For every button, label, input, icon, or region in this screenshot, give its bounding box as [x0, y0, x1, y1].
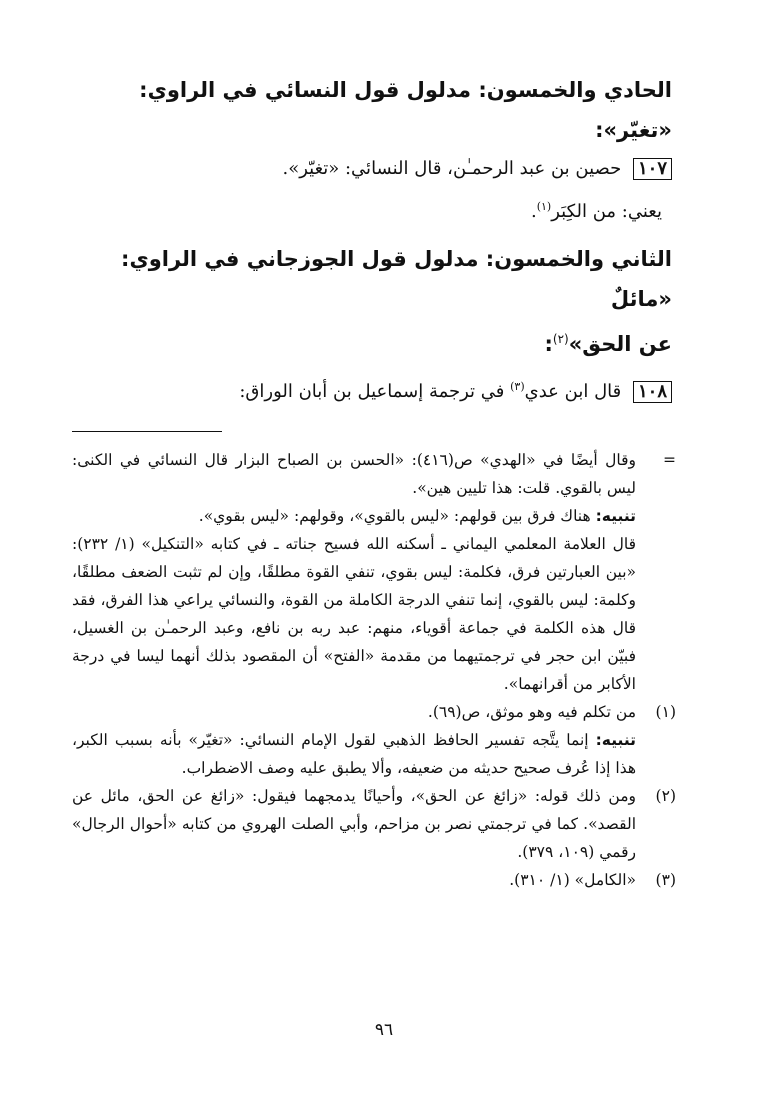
punctuation: : — [544, 332, 553, 356]
footnote-ref: (٣) — [510, 380, 525, 393]
heading-text: الحادي والخمسون: مدلول قول النسائي في الراوي: «تغيّر»: — [139, 78, 672, 142]
note-label: تنبيه: — [595, 731, 636, 749]
footnote-mark: (٣) — [655, 871, 676, 889]
entry-107 — [72, 150, 672, 188]
footnote-text: من تكلم فيه وهو موثق، ص(٦٩). — [427, 703, 636, 721]
footnote-ref: (١) — [536, 200, 552, 213]
footnote-text: إنما يتَّجه تفسير الحافظ الذهبي لقول الإمام النسائي: «تغيّر» بأنه بسبب الكبر، هذا إذا عُرف صحيح حديثه من ضعيفه، وألا يطبق عليه وصف الاضطراب. — [72, 731, 636, 777]
page-number: ٩٦ — [374, 1020, 394, 1040]
footnote-continuation — [72, 446, 676, 502]
heading-text: عن الحق» — [568, 332, 672, 356]
footnote-2 — [72, 782, 676, 866]
footnote-1 — [72, 698, 676, 726]
footnote-mark: (١) — [655, 703, 676, 721]
footnote-text: هناك فرق بين قولهم: «ليس بالقوي»، وقولهم: «ليس بقوي». — [198, 507, 596, 525]
entry-text: يعني: من الكِبَر — [551, 201, 662, 222]
footnote-mark: = — [663, 451, 676, 469]
footnote-separator — [72, 431, 222, 432]
footnote-3 — [72, 866, 676, 894]
entry-107-note — [72, 188, 672, 231]
footnote-text: قال العلامة المعلمي اليماني ـ أسكنه الله فسيح جناته ـ في كتابه «التنكيل» (١/ ٢٣٢): «بين العبارتين فرق، فكلمة: ليس بقوي، تنفي القوة مطلقًا، وإن لم تثبت الضعف مطلقًا، وكلمة: ليس بالقوي، إنما تنفي الدرجة الكاملة من القوة، والنسائي يراعي هذا الفرق، فقد قال هذه الكلمة في جماعة أقوياء، منهم: عبد ربه بن نافع، وعبد الرحمـٰن بن الغسيل، فبيّن ابن حجر في ترجمتيهما من مقدمة «الفتح» أن المقصود بذلك أنهما ليسا في درجة الأكابر من أقرانهما». — [72, 535, 636, 693]
entry-text: قال ابن عدي — [524, 381, 622, 402]
punctuation: . — [530, 201, 537, 222]
entry-number: ١٠٨ — [633, 381, 672, 403]
section-heading-52 — [72, 239, 672, 364]
footnote-text: ومن ذلك قوله: «زائغ عن الحق»، وأحيانًا يدمجهما فيقول: «زائغ عن الحق، مائل عن القصد». كما في ترجمتي نصر بن مزاحم، وأبي الصلت الهروي من كتابه «أحوال الرجال» رقمي (١٠٩، ٣٧٩). — [72, 787, 636, 861]
heading-text: الثاني والخمسون: مدلول قول الجوزجاني في الراوي: «مائلٌ — [121, 247, 672, 311]
footnote-text: وقال أيضًا في «الهدي» ص(٤١٦): «الحسن بن الصباح البزار قال النسائي في الكنى: ليس بالقوي. قلت: هذا تليين هين». — [72, 451, 636, 497]
footnote-ref: (٢) — [552, 332, 569, 346]
entry-number: ١٠٧ — [633, 158, 672, 180]
note-label: تنبيه: — [595, 507, 636, 525]
entry-text: حصين بن عبد الرحمـٰن، قال النسائي: «تغيّر». — [282, 158, 622, 179]
footnote-1-note — [72, 726, 672, 782]
entry-108 — [72, 368, 672, 411]
footnote-mark: (٢) — [655, 787, 676, 805]
footnote-continuation-note — [72, 502, 672, 530]
document-page — [72, 70, 676, 1102]
footnote-continuation-quote — [72, 530, 672, 698]
footnote-separator-wrap — [72, 431, 672, 432]
footnote-text: «الكامل» (١/ ٣١٠). — [509, 871, 636, 889]
section-heading-51 — [72, 70, 672, 150]
entry-text: في ترجمة إسماعيل بن أبان الوراق: — [239, 381, 511, 402]
